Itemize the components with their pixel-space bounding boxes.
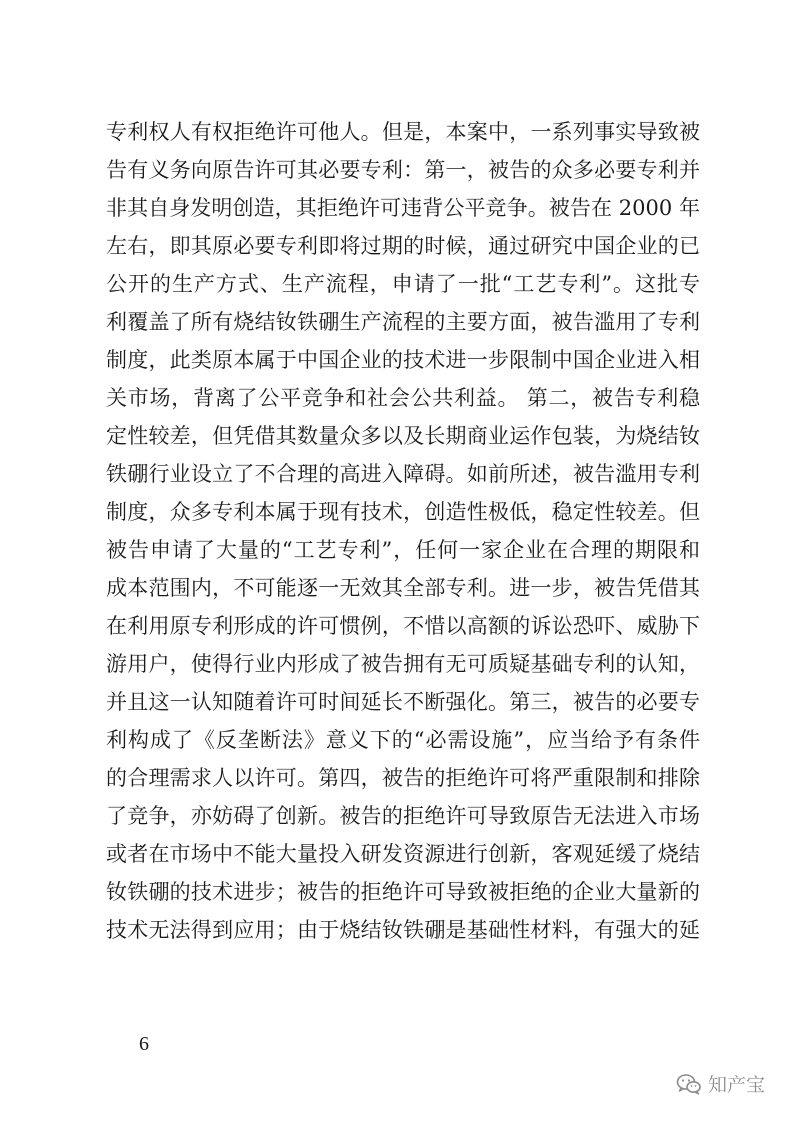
text-line: 公开的生产方式、生产流程，申请了一批“工艺专利”。这批专	[106, 272, 700, 296]
text-line: 告有义务向原告许可其必要专利：第一，被告的众多必要专利并	[106, 158, 700, 182]
text-line: 制度，此类原本属于中国企业的技术进一步限制中国企业进入相	[106, 348, 700, 372]
text-line: 非其自身发明创造，其拒绝许可违背公平竞争。被告在 2000 年	[106, 196, 700, 220]
text-line: 技术无法得到应用；由于烧结钕铁硼是基础性材料，有强大的延	[106, 918, 700, 942]
text-line: 成本范围内，不可能逐一无效其全部专利。进一步，被告凭借其	[106, 576, 700, 600]
text-line: 铁硼行业设立了不合理的高进入障碍。如前所述，被告滥用专利	[106, 462, 700, 486]
text-line: 游用户，使得行业内形成了被告拥有无可质疑基础专利的认知，	[106, 652, 700, 676]
wechat-icon	[676, 1073, 702, 1095]
text-line: 钕铁硼的技术进步；被告的拒绝许可导致被拒绝的企业大量新的	[106, 880, 700, 904]
watermark-label: 知产宝	[708, 1074, 766, 1096]
text-line: 左右，即其原必要专利即将过期的时候，通过研究中国企业的已	[106, 234, 700, 258]
text-line: 制度，众多专利本属于现有技术，创造性极低，稳定性较差。但	[106, 500, 700, 524]
text-line: 在利用原专利形成的许可惯例，不惜以高额的诉讼恐吓、威胁下	[106, 614, 700, 638]
page-number: 6	[139, 1033, 149, 1055]
text-line: 被告申请了大量的“工艺专利”，任何一家企业在合理的期限和	[106, 538, 700, 562]
document-body	[106, 113, 700, 949]
text-line: 并且这一认知随着许可时间延长不断强化。第三，被告的必要专	[106, 690, 700, 714]
text-line: 利构成了《反垄断法》意义下的“必需设施”，应当给予有条件	[106, 728, 700, 752]
text-line: 了竞争，亦妨碍了创新。被告的拒绝许可导致原告无法进入市场	[106, 804, 700, 828]
watermark	[676, 1070, 765, 1097]
text-line: 的合理需求人以许可。第四，被告的拒绝许可将严重限制和排除	[106, 766, 700, 790]
text-line: 关市场，背离了公平竞争和社会公共利益。 第二，被告专利稳	[106, 386, 700, 410]
text-line: 利覆盖了所有烧结钕铁硼生产流程的主要方面，被告滥用了专利	[106, 310, 700, 334]
text-line: 或者在市场中不能大量投入研发资源进行创新，客观延缓了烧结	[106, 842, 700, 866]
text-line: 专利权人有权拒绝许可他人。但是，本案中，一系列事实导致被	[106, 120, 700, 144]
text-line: 定性较差，但凭借其数量众多以及长期商业运作包装，为烧结钕	[106, 424, 700, 448]
